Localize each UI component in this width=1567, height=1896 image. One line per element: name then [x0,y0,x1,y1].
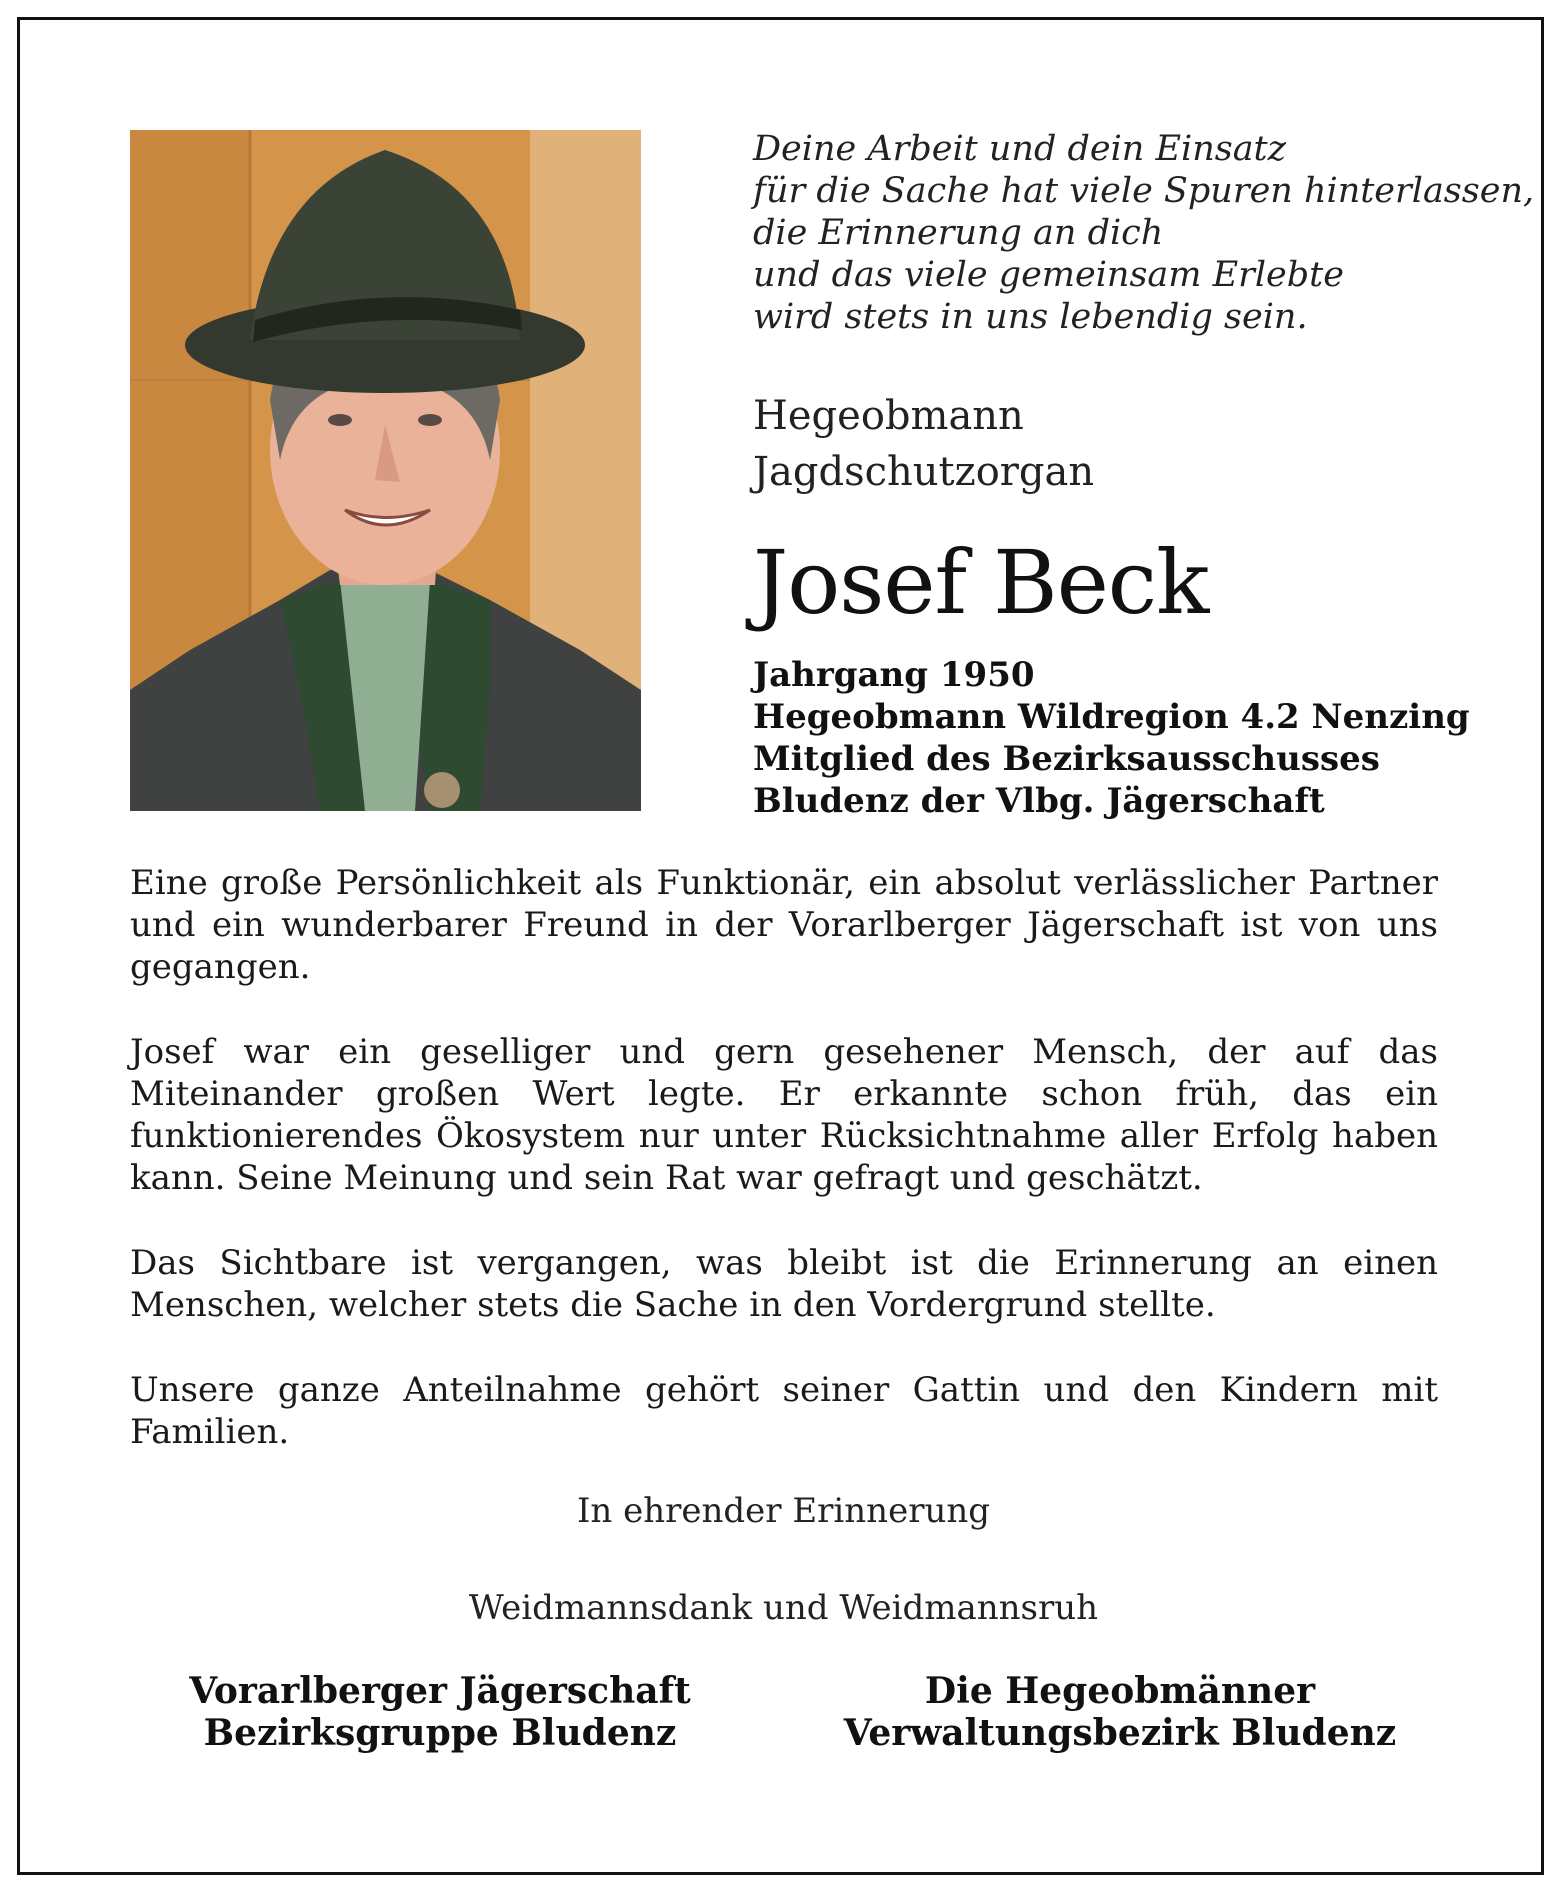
body-paragraph: Unsere ganze Anteilnahme gehört seiner Gattin und den Kindern mit Familien. [130,1370,1438,1452]
portrait-photo [130,130,641,811]
signature-right [790,1670,1450,1754]
role-titles [753,388,1094,500]
fact-line: Hegeobmann Wildregion 4.2 Nenzing [753,697,1470,737]
quote-line: für die Sache hat viele Spuren hinterlassen, [753,171,1535,211]
role-title: Jagdschutzorgan [753,449,1095,495]
quote-line: und das viele gemeinsam Erlebte [753,255,1344,295]
quote-line: wird stets in uns lebendig sein. [753,297,1308,337]
fact-line: Mitglied des Bezirksausschusses [753,739,1380,779]
body-paragraph: Das Sichtbare ist vergangen, was bleibt ist die Erinnerung an einen Menschen, welcher stets die Sache in den Vordergrund stellte. [130,1243,1438,1325]
memorial-quote [753,128,1535,338]
obituary-body [130,862,1438,1496]
memory-line: In ehrender Erinnerung [576,1491,991,1531]
farewell-line: Weidmannsdank und Weidmannsruh [468,1588,1099,1628]
quote-line: die Erinnerung an dich [753,213,1164,253]
body-paragraph: Josef war ein geselliger und gern gesehener Mensch, der auf das Miteinander großen Wert legte. Er erkannte schon früh, das ein funktionierendes Ökosystem nur unter Rücksichtnahme aller Erfolg haben kann. Seine Meinung und sein Rat war gefragt und geschätzt. [130,1032,1438,1198]
quote-line: Deine Arbeit und dein Einsatz [753,129,1287,169]
body-paragraph: Eine große Persönlichkeit als Funktionär, ein absolut verlässlicher Partner und ein wunderbarer Freund in der Vorarlberger Jägerschaft ist von uns gegangen. [130,863,1438,987]
signature-left [130,1670,750,1754]
biographical-facts [753,654,1470,822]
signature-line: Verwaltungsbezirk Bludenz [843,1712,1397,1754]
role-title: Hegeobmann [753,393,1024,439]
signature-line: Die Hegeobmänner [924,1670,1316,1712]
signature-line: Bezirksgruppe Bludenz [203,1712,677,1754]
signature-line: Vorarlberger Jägerschaft [189,1670,691,1712]
deceased-name: Josef Beck [753,531,1209,634]
fact-line: Jahrgang 1950 [753,655,1035,695]
fact-line: Bludenz der Vlbg. Jägerschaft [753,781,1325,821]
